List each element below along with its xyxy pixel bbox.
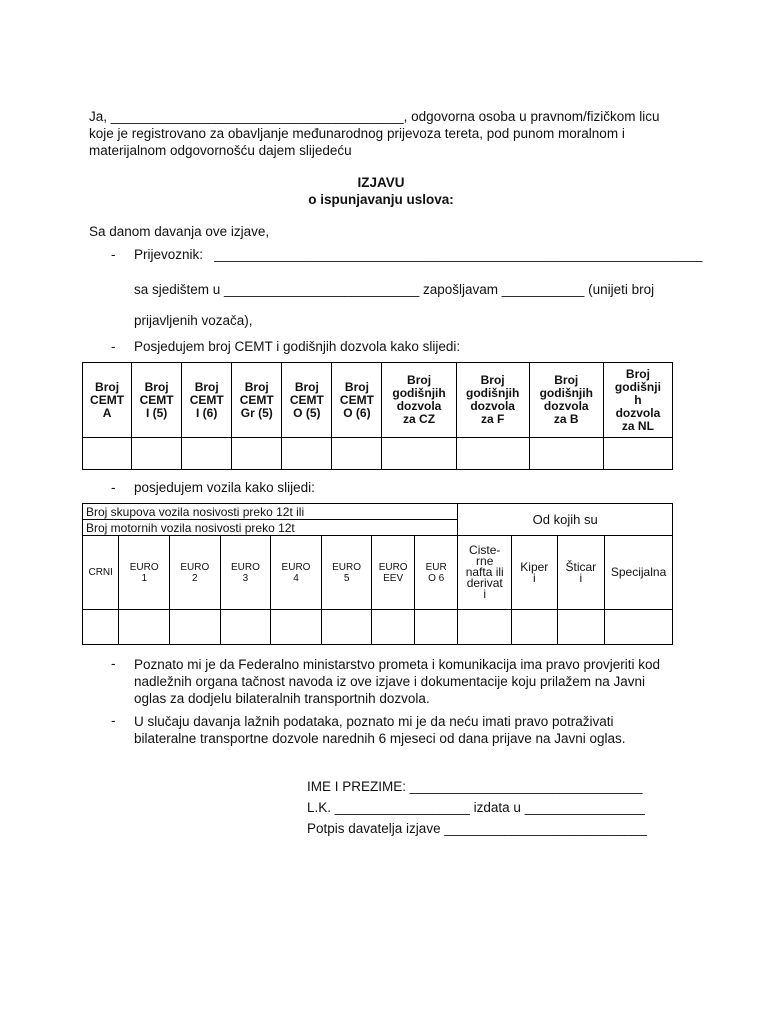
- bullet-dash: -: [111, 656, 116, 671]
- header-line: EURO: [230, 561, 260, 573]
- header-line: za CZ: [403, 412, 436, 426]
- vehicle-input-cell[interactable]: [83, 610, 119, 645]
- vh-1: [119, 562, 169, 584]
- header-line: za F: [480, 412, 505, 426]
- header-line: Broj: [95, 379, 120, 394]
- note-2: [134, 713, 674, 747]
- vh-5: [322, 562, 372, 584]
- vh-9: [512, 559, 557, 585]
- heading-subtitle: o ispunjavanju uslova:: [308, 192, 454, 207]
- vh-cell: [321, 536, 372, 610]
- skupova-label: Broj skupova vozila nosivosti preko 12t ili: [83, 504, 458, 520]
- prijevoznik-line: [134, 247, 702, 262]
- motornih-label: Broj motornih vozila nosivosti preko 12t: [83, 520, 458, 536]
- vehicles-row-skupova: [83, 504, 673, 520]
- vehicles-header-row: [83, 536, 673, 610]
- potpis-line: Potpis davatelja izjave ___________________________: [307, 821, 648, 836]
- permit-input-cell[interactable]: [182, 438, 232, 470]
- intro-line-1: [89, 108, 673, 125]
- intro-end: , odgovorna osoba u pravnom/fizičkom licu: [403, 109, 660, 124]
- intro-paragraph: [89, 108, 673, 159]
- header-line: i: [579, 570, 583, 585]
- header-line: 4: [293, 572, 299, 584]
- prijevoznik-label: Prijevoznik:: [134, 247, 204, 262]
- hdr-6: [382, 374, 455, 426]
- header-line: godišnji: [614, 379, 661, 394]
- intro-line-2: koje je registrovano za obavljanje međunarodnog prijevoza tereta, pod punom moralnom i: [89, 126, 625, 141]
- vh-cell: [170, 536, 221, 610]
- permit-input-cell[interactable]: [282, 438, 332, 470]
- header-cell: [529, 363, 603, 438]
- vehicle-input-cell[interactable]: [605, 610, 673, 645]
- header-line: Broj: [144, 379, 169, 394]
- hdr-0: [83, 381, 131, 420]
- header-line: dozvola: [615, 405, 661, 420]
- header-line: Broj: [344, 379, 369, 394]
- vh-0: [83, 567, 118, 578]
- header-line: derivat: [466, 576, 503, 590]
- header-cell: [232, 363, 282, 438]
- vh-3: [221, 562, 271, 584]
- header-line: Broj: [194, 379, 219, 394]
- vh-cell: [119, 536, 170, 610]
- intro-start: Ja,: [89, 109, 111, 124]
- note-1-line-2: nadležnih organa tačnost navoda iz ove izjave i dokumentacije koju prilažem na Javni: [134, 674, 646, 689]
- vh-10: [558, 559, 605, 585]
- vehicle-input-cell[interactable]: [557, 610, 605, 645]
- header-cell: [603, 363, 672, 438]
- hdr-2: [182, 381, 231, 420]
- vh-7: [415, 562, 458, 584]
- vh-11: [605, 567, 672, 578]
- header-cell: [282, 363, 332, 438]
- od-kojih-label: Od kojih su: [458, 504, 673, 536]
- permit-input-cell[interactable]: [529, 438, 603, 470]
- vh-cell: [83, 536, 119, 610]
- bullet-dash: -: [111, 480, 116, 495]
- header-line: Broj: [625, 366, 650, 381]
- hdr-1: [132, 381, 181, 420]
- header-line: I (6): [196, 405, 218, 420]
- header-line: EURO: [129, 561, 159, 573]
- header-line: EURO: [180, 561, 210, 573]
- hdr-9: [604, 368, 672, 433]
- header-line: Šticar: [565, 559, 597, 574]
- header-line: 2: [192, 572, 198, 584]
- header-line: 1: [141, 572, 147, 584]
- bullet-dash: -: [111, 713, 116, 728]
- intro-line-3: materijalnom odgovornošću dajem slijedeću: [89, 143, 352, 158]
- header-line: godišnjih: [539, 386, 593, 400]
- lk-line: L.K. __________________ izdata u ________________: [307, 800, 645, 815]
- permit-input-cell[interactable]: [83, 438, 132, 470]
- header-line: CEMT: [139, 392, 174, 407]
- permit-input-cell[interactable]: [603, 438, 672, 470]
- vehicles-input-row: [83, 610, 673, 645]
- vehicle-input-cell[interactable]: [512, 610, 558, 645]
- vehicle-input-cell[interactable]: [220, 610, 271, 645]
- vehicle-input-cell[interactable]: [414, 610, 458, 645]
- header-line: Broj: [554, 373, 579, 387]
- header-line: rne: [476, 554, 494, 568]
- note-2-line-2: bilateralne transportne dozvole narednih 6 mjeseci od dana prijave na Javni oglas.: [134, 731, 626, 746]
- header-line: O 6: [428, 572, 445, 584]
- note-1: [134, 656, 674, 707]
- header-line: Gr (5): [240, 405, 273, 420]
- note-2-line-1: U slučaju davanja lažnih podataka, poznato mi je da neću imati pravo potraživati: [134, 714, 614, 729]
- header-line: za NL: [621, 418, 654, 433]
- header-line: EURO: [378, 561, 408, 573]
- header-line: CEMT: [90, 392, 125, 407]
- header-line: i: [532, 570, 536, 585]
- vh-cell: [271, 536, 322, 610]
- header-line: CEMT: [339, 392, 374, 407]
- note-1-line-3: oglas za dodjelu bilateralnih transportnih dozvola.: [134, 691, 430, 706]
- hdr-7: [457, 374, 529, 426]
- header-line: CRNI: [88, 567, 113, 578]
- bullet-dash: -: [111, 247, 116, 262]
- header-line: 5: [343, 572, 350, 584]
- header-line: CEMT: [289, 392, 324, 407]
- header-line: EURO: [332, 561, 362, 573]
- vh-cell: [557, 536, 605, 610]
- permits-header-row: [83, 363, 673, 438]
- ime-prezime-line: IME I PREZIME: _______________________________: [307, 779, 643, 794]
- header-line: A: [102, 405, 112, 420]
- vh-cell: [458, 536, 512, 610]
- header-line: Ciste-: [469, 543, 501, 557]
- header-line: EURO: [281, 561, 311, 573]
- cemt-line: Posjedujem broj CEMT i godišnjih dozvola kako slijedi:: [134, 339, 461, 354]
- vehicle-input-cell[interactable]: [119, 610, 170, 645]
- header-line: Broj: [244, 379, 269, 394]
- hdr-4: [282, 381, 331, 420]
- header-cell: [132, 363, 182, 438]
- name-blank: _______________________________________: [110, 109, 404, 124]
- permit-input-cell[interactable]: [232, 438, 282, 470]
- sjediste-line: sa sjedištem u __________________________ zapošljavam ___________ (unijeti broj: [134, 282, 655, 297]
- header-line: dozvola: [470, 399, 515, 413]
- header-line: h: [634, 392, 642, 407]
- vh-cell: [414, 536, 458, 610]
- header-line: Kiper: [520, 559, 549, 574]
- vozaca-line: prijavljenih vozača),: [134, 313, 253, 328]
- hdr-8: [530, 374, 603, 426]
- vh-cell: [605, 536, 673, 610]
- header-line: Broj: [294, 379, 319, 394]
- header-line: godišnjih: [392, 386, 446, 400]
- header-line: EUR: [425, 561, 447, 573]
- vehicle-input-cell[interactable]: [170, 610, 221, 645]
- header-cell: [83, 363, 132, 438]
- header-line: I (5): [145, 405, 168, 420]
- hdr-5: [332, 381, 381, 420]
- header-line: O (6): [343, 405, 371, 420]
- header-line: i: [483, 587, 487, 601]
- vehicle-input-cell[interactable]: [271, 610, 322, 645]
- header-line: EEV: [383, 572, 404, 584]
- note-1-line-1: Poznato mi je da Federalno ministarstvo prometa i komunikacija ima pravo provjeriti kod: [134, 657, 660, 672]
- header-line: O (5): [293, 405, 321, 420]
- bullet-dash: -: [111, 339, 116, 354]
- prijevoznik-blank: _________________________________________________________________: [214, 247, 703, 262]
- header-line: Broj: [407, 373, 432, 387]
- header-cell: [332, 363, 382, 438]
- lead-text: Sa danom davanja ove izjave,: [89, 224, 270, 239]
- vh-cell: [512, 536, 558, 610]
- vehicle-input-cell[interactable]: [321, 610, 372, 645]
- vozila-line: posjedujem vozila kako slijedi:: [134, 480, 315, 495]
- permit-input-cell[interactable]: [456, 438, 529, 470]
- header-line: CEMT: [239, 392, 274, 407]
- header-line: Specijalna: [610, 565, 667, 579]
- vh-cell: [372, 536, 415, 610]
- document-heading: [89, 174, 673, 208]
- header-line: Broj: [480, 373, 505, 387]
- heading-izjavu: IZJAVU: [357, 175, 405, 190]
- vehicles-table: [82, 503, 673, 645]
- header-line: 3: [242, 572, 249, 584]
- vh-cell: [220, 536, 271, 610]
- header-line: godišnjih: [465, 386, 520, 400]
- permits-input-row: [83, 438, 673, 470]
- vehicle-input-cell[interactable]: [372, 610, 415, 645]
- vh-2: [170, 562, 220, 584]
- header-line: dozvola: [543, 399, 589, 413]
- vh-8: [458, 545, 511, 600]
- header-line: CEMT: [189, 392, 224, 407]
- signature-block: [307, 776, 647, 839]
- permit-input-cell[interactable]: [382, 438, 456, 470]
- header-cell: [382, 363, 456, 438]
- header-cell: [456, 363, 529, 438]
- header-line: za B: [553, 412, 579, 426]
- vehicle-input-cell[interactable]: [458, 610, 512, 645]
- vh-4: [271, 562, 321, 584]
- vh-6: [372, 562, 414, 584]
- permit-input-cell[interactable]: [332, 438, 382, 470]
- header-cell: [182, 363, 232, 438]
- hdr-3: [232, 381, 281, 420]
- header-line: dozvola: [396, 399, 442, 413]
- permit-input-cell[interactable]: [132, 438, 182, 470]
- header-line: nafta ili: [465, 565, 504, 579]
- permits-table: [82, 362, 673, 470]
